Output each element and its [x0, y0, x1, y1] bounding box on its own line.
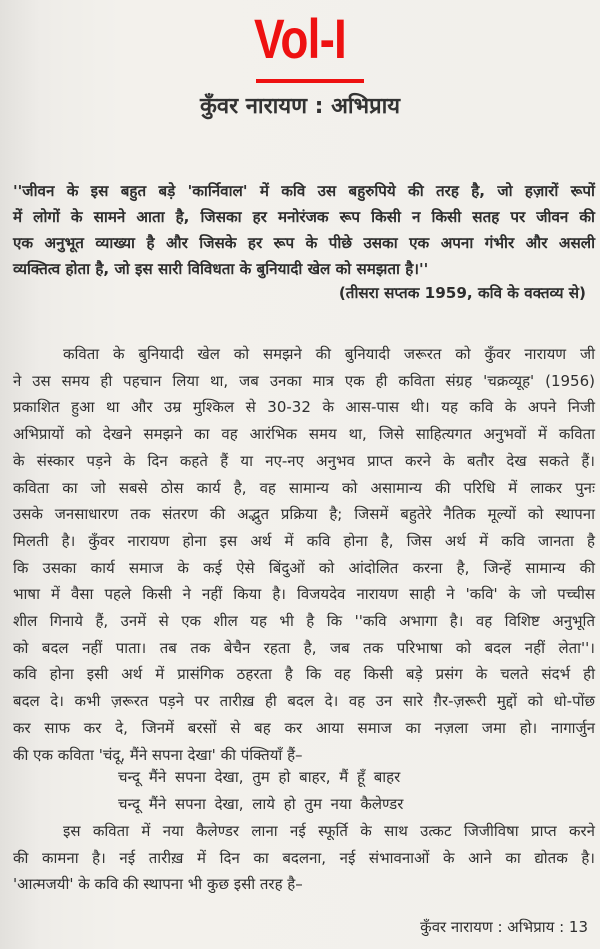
text-line: को बदल नहीं पाता। तब तक बेचैन रहता है, जब तक परिभाषा को बदल नहीं लेता''। — [13, 638, 595, 657]
volume-label: Vol-I — [254, 7, 346, 70]
epigraph-quote — [13, 178, 595, 282]
epigraph-line: एक अनुभूत व्याख्या है और जिसके हर रूप के पीछे उसका एक अपना गंभीर और असली — [13, 234, 595, 252]
text-line: प्रकाशित हुआ था और उम्र मुश्किल से 30-32 के आस-पास थी। यह कवि के अपने निजी — [13, 398, 595, 417]
text-line: ने उस समय ही पहचान लिया था, जब उनका मात्र एक ही कविता संग्रह 'चक्रव्यूह' (1956) — [13, 371, 595, 390]
epigraph-line: व्यक्तित्व होता है, जो इस सारी विविधता के बुनियादी खेल को समझता है।'' — [13, 260, 429, 278]
running-footer: कुँवर नारायण : अभिप्राय : 13 — [420, 918, 588, 936]
poem-excerpt — [0, 764, 600, 818]
text-line: भाषा में वैसा पहले किसी ने नहीं किया है। विजयदेव नारायण साही ने 'कवि' के जो पच्चीस — [13, 585, 595, 604]
chapter-title: कुँवर नारायण : अभिप्राय — [199, 94, 401, 119]
text-line: मिलती है। कुँवर नारायण होना इस अर्थ में कवि होना है, जिस अर्थ में कवि जानता है — [13, 531, 595, 550]
text-line: कवि होना इसी अर्थ में प्रासंगिक ठहरता है कि वह किसी बड़े प्रसंग के चलते संदर्भ ही — [13, 665, 595, 684]
text-line: कविता का जो सबसे ठोस कार्य है, वह सामान्य को असामान्य की परिधि में लाकर पुनः — [13, 478, 595, 497]
text-line: की एक कविता 'चंदू, मैंने सपना देखा' की पंक्तियाँ हैं– — [13, 745, 303, 764]
text-line: कि उसका कार्य समाज के कई ऐसे बिंदुओं को आंदोलित करना है, जिन्हें सामान्य की — [13, 558, 595, 577]
epigraph-line: ''जीवन के इस बहुत बड़े 'कार्निवाल' में कवि उस बहुरुपिये की तरह है, जो हज़ारों रूपों — [13, 182, 595, 200]
text-line: इस कविता में नया कैलेण्डर लाना नई स्फूर्ति के साथ उत्कट जिजीविषा प्राप्त करने — [63, 822, 595, 840]
text-line: के संस्कार पड़ने के दिन कहते हैं या नए-नए अनुभव प्राप्त करने के बतौर देख सकते हैं। — [13, 451, 595, 470]
volume-label-underline — [256, 79, 364, 83]
text-line: 'आत्मजयी' के कवि की स्थापना भी कुछ इसी तरह है– — [13, 875, 303, 894]
paragraph-2 — [13, 818, 595, 898]
text-line: कर साफ कर दे, जिनमें बरसों से बह कर आया समाज का नज़ला जमा हो। नागार्जुन — [13, 718, 595, 737]
epigraph-source: (तीसरा सप्तक 1959, कवि के वक्तव्य से) — [338, 284, 586, 302]
poem-line: चन्दू मैंने सपना देखा, लाये हो तुम नया कैलेण्डर — [118, 795, 404, 813]
text-line: अभिप्रायों को देखने समझने का वह आरंभिक समय था, जिसे साहित्यगत अनुभवों में कविता — [13, 425, 595, 444]
text-line: कविता के बुनियादी खेल को समझने की बुनियादी जरूरत को कुँवर नारायण जी — [63, 345, 595, 363]
poem-line: चन्दू मैंने सपना देखा, तुम हो बाहर, मैं हूँ बाहर — [118, 768, 401, 786]
text-line: बदल दे। कभी ज़रूरत पड़ने पर तारीख़ ही बदल दे। वह उन सारे ग़ैर-ज़रूरी मुद्दों को धो-पोंछ — [13, 692, 595, 711]
text-line: की कामना है। नई तारीख़ में दिन का बदलना, नई संभावनाओं के आने का द्योतक है। — [13, 848, 595, 867]
text-line: उसके जनसाधारण तक संतरण की अद्भुत प्रक्रिया है; जिसमें बहुतेरे नैतिक मूल्यों को स्थापना — [13, 505, 595, 524]
epigraph-line: में लोगों के सामने आता है, जिसका हर मनोरंजक रूप किसी न किसी सतह पर जीवन की — [13, 208, 595, 226]
text-line: शील गिनाये हैं, उनमें से एक शील यह भी है कि ''कवि अभागा है। वह विशिष्ट अनुभूति — [13, 612, 595, 631]
paragraph-1 — [13, 341, 595, 768]
